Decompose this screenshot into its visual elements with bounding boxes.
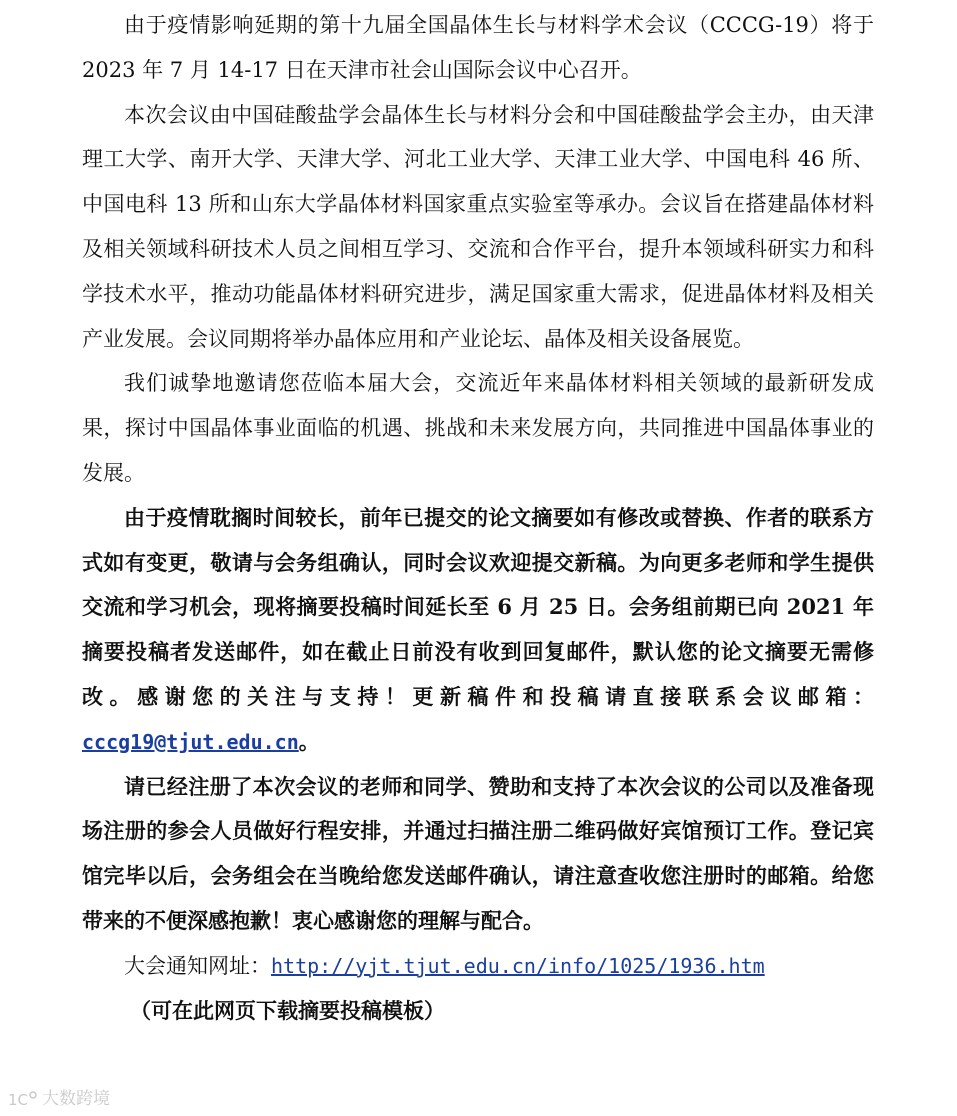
paragraph-hotel-booking: 请已经注册了本次会议的老师和同学、赞助和支持了本次会议的公司以及准备现场注册的参会人员做好行程安排，并通过扫描注册二维码做好宾馆预订工作。登记宾馆完毕以后，会务组会在当晚给您发送邮件确认，请注意查收您注册时的邮箱。给您带来的不便深感抱歉！衷心感谢您的理解与配合。 [82, 773, 874, 933]
watermark-logo-icon [8, 1090, 38, 1108]
abstract-deadline-end: 。 [298, 728, 320, 754]
svg-text:1C: 1C [8, 1091, 29, 1108]
template-download-note: （可在此网页下载摘要投稿模板） [130, 997, 445, 1023]
paragraph-invitation: 我们诚挚地邀请您莅临本届大会，交流近年来晶体材料相关领域的最新研发成果，探讨中国晶体事业面临的机遇、挑战和未来发展方向，共同推进中国晶体事业的发展。 [82, 371, 874, 485]
watermark [8, 1088, 110, 1110]
paragraph-conference-date: 由于疫情影响延期的第十九届全国晶体生长与材料学术会议（CCCG-19）将于 2023 年 7 月 14-17 日在天津市社会山国际会议中心召开。 [82, 13, 874, 82]
paragraph-organizers: 本次会议由中国硅酸盐学会晶体生长与材料分会和中国硅酸盐学会主办，由天津理工大学、南开大学、天津大学、河北工业大学、天津工业大学、中国电科 46 所、中国电科 13 所和山东大学晶体材料国家重点实验室等承办。会议旨在搭建晶体材料及相关领域科研技术人员之间相互学习、交流和合作平台，提升本领域科研实力和科学技术水平，推动功能晶体材料研究进步，满足国家重大需求，促进晶体材料及相关产业发展。会议同期将举办晶体应用和产业论坛、晶体及相关设备展览。 [82, 102, 874, 351]
document-body [82, 3, 874, 1033]
abstract-deadline-text: 由于疫情耽搁时间较长，前年已提交的论文摘要如有修改或替换、作者的联系方式如有变更，敬请与会务组确认，同时会议欢迎提交新稿。为向更多老师和学生提供交流和学习机会，现将摘要投稿时间延长至 6 月 25 日。会务组前期已向 2021 年摘要投稿者发送邮件，如在截止日前没有收到回复邮件，默认您的论文摘要无需修改。感谢您的关注与支持！更新稿件和投稿请直接联系会议邮箱： [82, 504, 874, 709]
notice-url-label: 大会通知网址： [124, 953, 271, 978]
notice-url-link[interactable]: http://yjt.tjut.edu.cn/info/1025/1936.htm [271, 953, 765, 978]
watermark-text: 大数跨境 [42, 1089, 110, 1109]
paragraph-notice-url [82, 944, 874, 989]
paragraph-abstract-deadline [82, 496, 874, 765]
contact-email-link[interactable]: cccg19@tjut.edu.cn [82, 729, 299, 754]
